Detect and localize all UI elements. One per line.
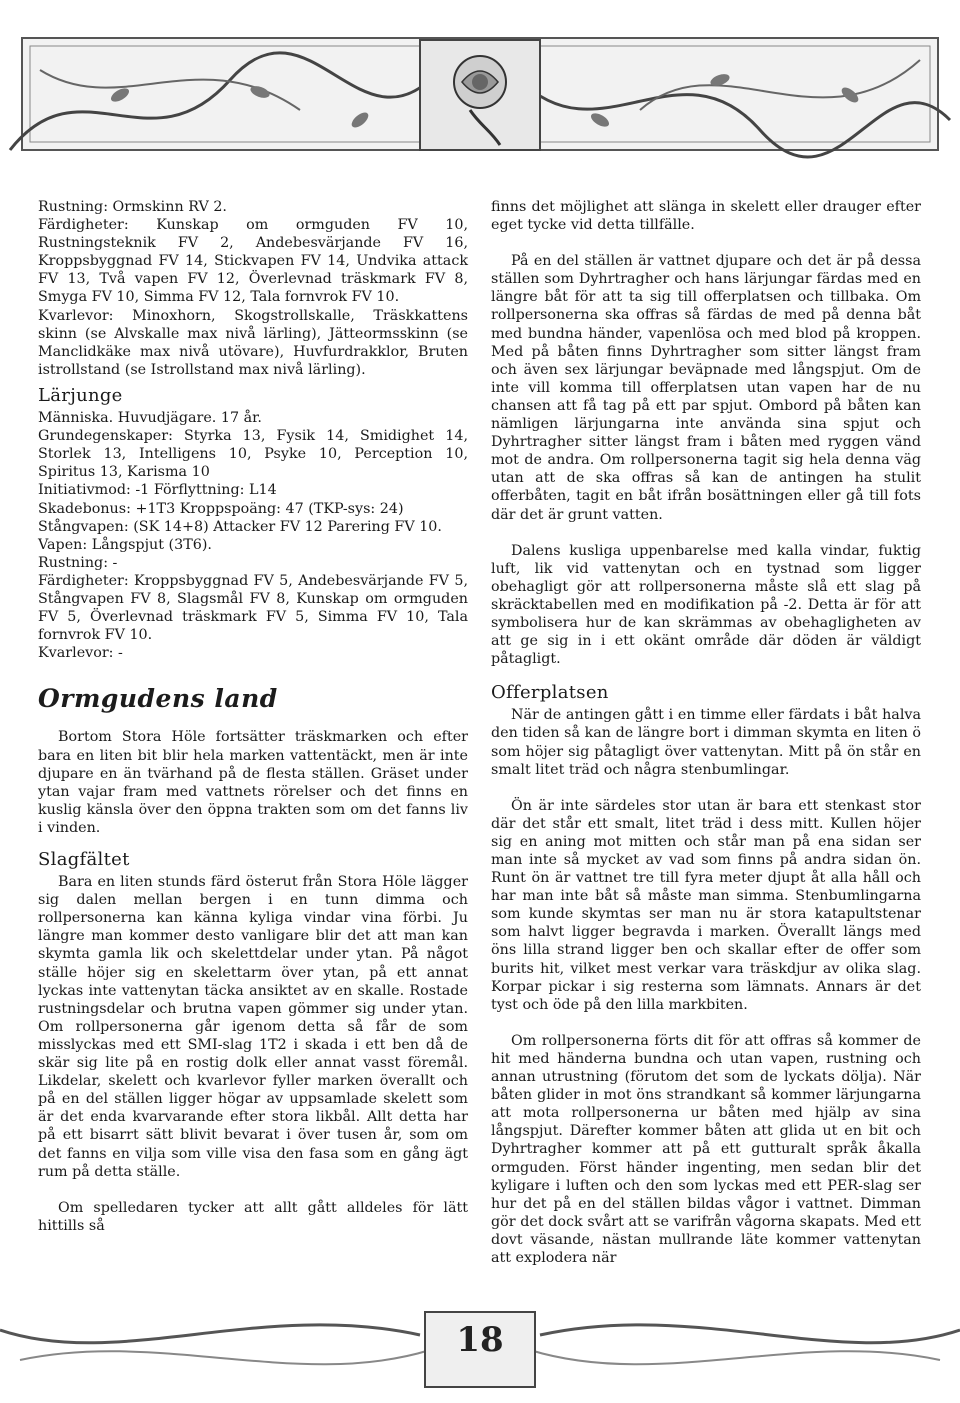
- stat-remains: Kvarlevor: Minoxhorn, Skogstrollskalle, Träskkattens skinn (se Alvskalle max nivå lärling), Jätteormsskinn (se Manclidkäke max nivå utövare), Huvfurdrakklor, Bruten istrollstand (se Istrollstand max nivå lärling).: [38, 307, 468, 378]
- stat-skills: Färdigheter: Kunskap om ormguden FV 10, Rustningsteknik FV 2, Andebesvärjande FV 16, Kroppsbyggnad FV 14, Stickvapen FV 14, Undvika attack FV 13, Två vapen FV 12, Överlevnad träskmark FV 8, Smyga FV 10, Simma FV 12, Tala fornvrok FV 10.: [38, 217, 468, 306]
- larjunge-line: Initiativmod: -1 Förflyttning: L14: [38, 482, 277, 499]
- page-number: 18: [456, 1320, 504, 1360]
- right-column: [491, 198, 921, 1267]
- stat-armor: Rustning: Ormskinn RV 2.: [38, 199, 227, 215]
- larjunge-line: Stångvapen: (SK 14+8) Attacker FV 12 Parering FV 10.: [38, 518, 442, 535]
- larjunge-line: Kvarlevor: -: [38, 645, 123, 662]
- larjunge-line: Vapen: Långspjut (3T6).: [38, 536, 212, 553]
- slagfaltet-heading: Slagfältet: [38, 849, 130, 870]
- larjunge-heading: Lärjunge: [38, 384, 123, 406]
- left-column: [38, 198, 468, 1235]
- larjunge-line: Färdigheter: Kroppsbyggnad FV 5, Andebesvärjande FV 5, Stångvapen FV 8, Slagsmål FV 8, Kunskap om ormguden FV 5, Överlevnad träskmark FV 5, Simma FV 10, Tala fornvrok FV 10.: [38, 572, 468, 644]
- right-paragraph-1: finns det möjlighet att slänga in skelett eller drauger efter eget tycke vid detta tillfälle.: [491, 199, 921, 234]
- ormgudens-paragraph: Bortom Stora Höle fortsätter träskmarken och efter bara en liten bit blir hela marken vattentäckt, men är inte djupare en än tvärhand på de flesta ställen. Gräset under ytan vajar fram med vattnets rörelser och det finns en kuslig känsla över den öppna trakten som om det fanns liv i vinden.: [38, 729, 468, 836]
- right-paragraph-6: Om rollpersonerna förts dit för att offras så kommer de hit med händerna bundna och utan vapen, rustning och annan utrustning (förutom det som de lyckats dölja). När båten glider in mot öns strandkant så kommer lärjungarna att mota rollpersonerna ur båten med hjälp av sina långspjut. Därefter kommer båten att glida ut en bit och Dyhrtragher kommer att på ett gutturalt språk åkalla ormguden. Först händer ingenting, men sedan blir det kyligare i luften och den som lyckas med ett PER-slag ser hur det på en del ställen bildas vågor i vattnet. Dimman gör det dock svårt att se varifrån vågorna skapats. Med ett dovt väsande, nästan mullrande läte kommer vattenytan att explodera när: [491, 1032, 921, 1266]
- larjunge-line: Rustning: -: [38, 554, 118, 571]
- decorative-vine-banner: [0, 0, 960, 190]
- larjunge-line: Grundegenskaper: Styrka 13, Fysik 14, Smidighet 14, Storlek 13, Intelligens 10, Psyke 10, Perception 10, Spiritus 13, Karisma 10: [38, 428, 468, 481]
- larjunge-line: Människa. Huvudjägare. 17 år.: [38, 410, 262, 427]
- larjunge-line: Skadebonus: +1T3 Kroppspoäng: 47 (TKP-sys: 24): [38, 500, 404, 517]
- ormgudens-land-heading: Ormgudens land: [38, 684, 278, 714]
- offerplatsen-heading: Offerplatsen: [491, 682, 609, 704]
- right-paragraph-2: På en del ställen är vattnet djupare och det är på dessa ställen som Dyhrtragher och hans lärjungar färdas med en längre båt för att ta sig till offerplatsen och tillbaka. Om rollpersonerna ska offras så färdas de med på denna båt med bundna händer, vapenlösa och med blod på kroppen. Med på båten finns Dyhrtragher som sitter längst fram och även sex lärjungar beväpnade med långspjut. Om de inte vill komma till offerplatsen utan vapen har de nu chansen att få tag på ett par spjut. Ombord på båten kan nämligen lärjungarna inte använda sina spjut och Dyhrtragher sitter längst fram i båten med ryggen vänd mot de andra. Om rollpersonerna tagit sig hela denna väg utan att de ska offras så kan de antingen ha stulit offerbåten, tagit en båt ifrån bosättningen eller gå till fots där det är grunt vatten.: [491, 253, 921, 523]
- slagfaltet-paragraph: Bara en liten stunds färd österut från Stora Höle lägger sig dalen mellan bergen i en tunn dimma och rollpersonerna kan känna kyliga vindar vina förbi. Ju längre man kommer desto vanligare blir det att man kan skymta gamla lik och skelettdelar under ytan. På något ställe höjer sig en skelettarm över ytan, på ett annat lyckas inte vattenytan täcka ansiktet av en skalle. Rostade rustningsdelar och brutna vapen gömmer sig under ytan. Om rollpersonerna går igenom detta så får de som misslyckas med ett SMI-slag 1T2 i skada i ett ben då de skär sig lite på en rostig dolk eller annat vasst föremål. Likdelar, skelett och kvarlevor fyller marken överallt och på en del ställen ligger högar av uppsamlade skelett som är det enda kvarvarande efter stora likbål. Allt detta har på ett bisarrt sätt blivit bevarat i över tusen år, som om det fanns en vilja som ville visa den fasa som en gång ägt rum på detta ställe.: [38, 874, 468, 1180]
- slagfaltet-paragraph-2: Om spelledaren tycker att allt gått alldeles för lätt hittills så: [38, 1199, 468, 1234]
- right-paragraph-5: Ön är inte särdeles stor utan är bara ett stenkast stor där det står ett smalt, litet träd i dess mitt. Kullen höjer sig en aning mot mitten och står man på ena sidan ser man inte så mycket av vad som finns på andra sidan ön. Runt ön är vattnet tre till fyra meter djupt åt alla håll och har man inte båt så måste man simma. Stenbumlingarna som kunde skymtas ser man nu är stora katapultstenar som halvt ligger begravda i marken. Överallt längs med öns lilla strand ligger ben och skallar efter de offer som burits hit, vilket mest verkar vara träskdjur av olika slag. Korpar pickar i sig resterna som lämnats. Annars är det tyst och öde på den lilla markbiten.: [491, 797, 921, 1013]
- right-paragraph-3: Dalens kusliga uppenbarelse med kalla vindar, fuktig luft, lik vid vattenytan och en tystnad som ligger obehagligt gör att rollpersonerna måste slå ett slag på skräcktabellen med en modifikation på -2. Detta är för att symbolisera hur de kan skrämmas av obehagligheten av att ge sig in i ett okänt område där döden är väldigt påtagligt.: [491, 542, 921, 668]
- right-paragraph-4: När de antingen gått i en timme eller färdats i båt halva den tiden så kan de längre bort i dimman skymta en liten ö som höjer sig påtagligt över vattenytan. Mitt på ön står en smalt litet träd och några stenbumlingar.: [491, 707, 921, 778]
